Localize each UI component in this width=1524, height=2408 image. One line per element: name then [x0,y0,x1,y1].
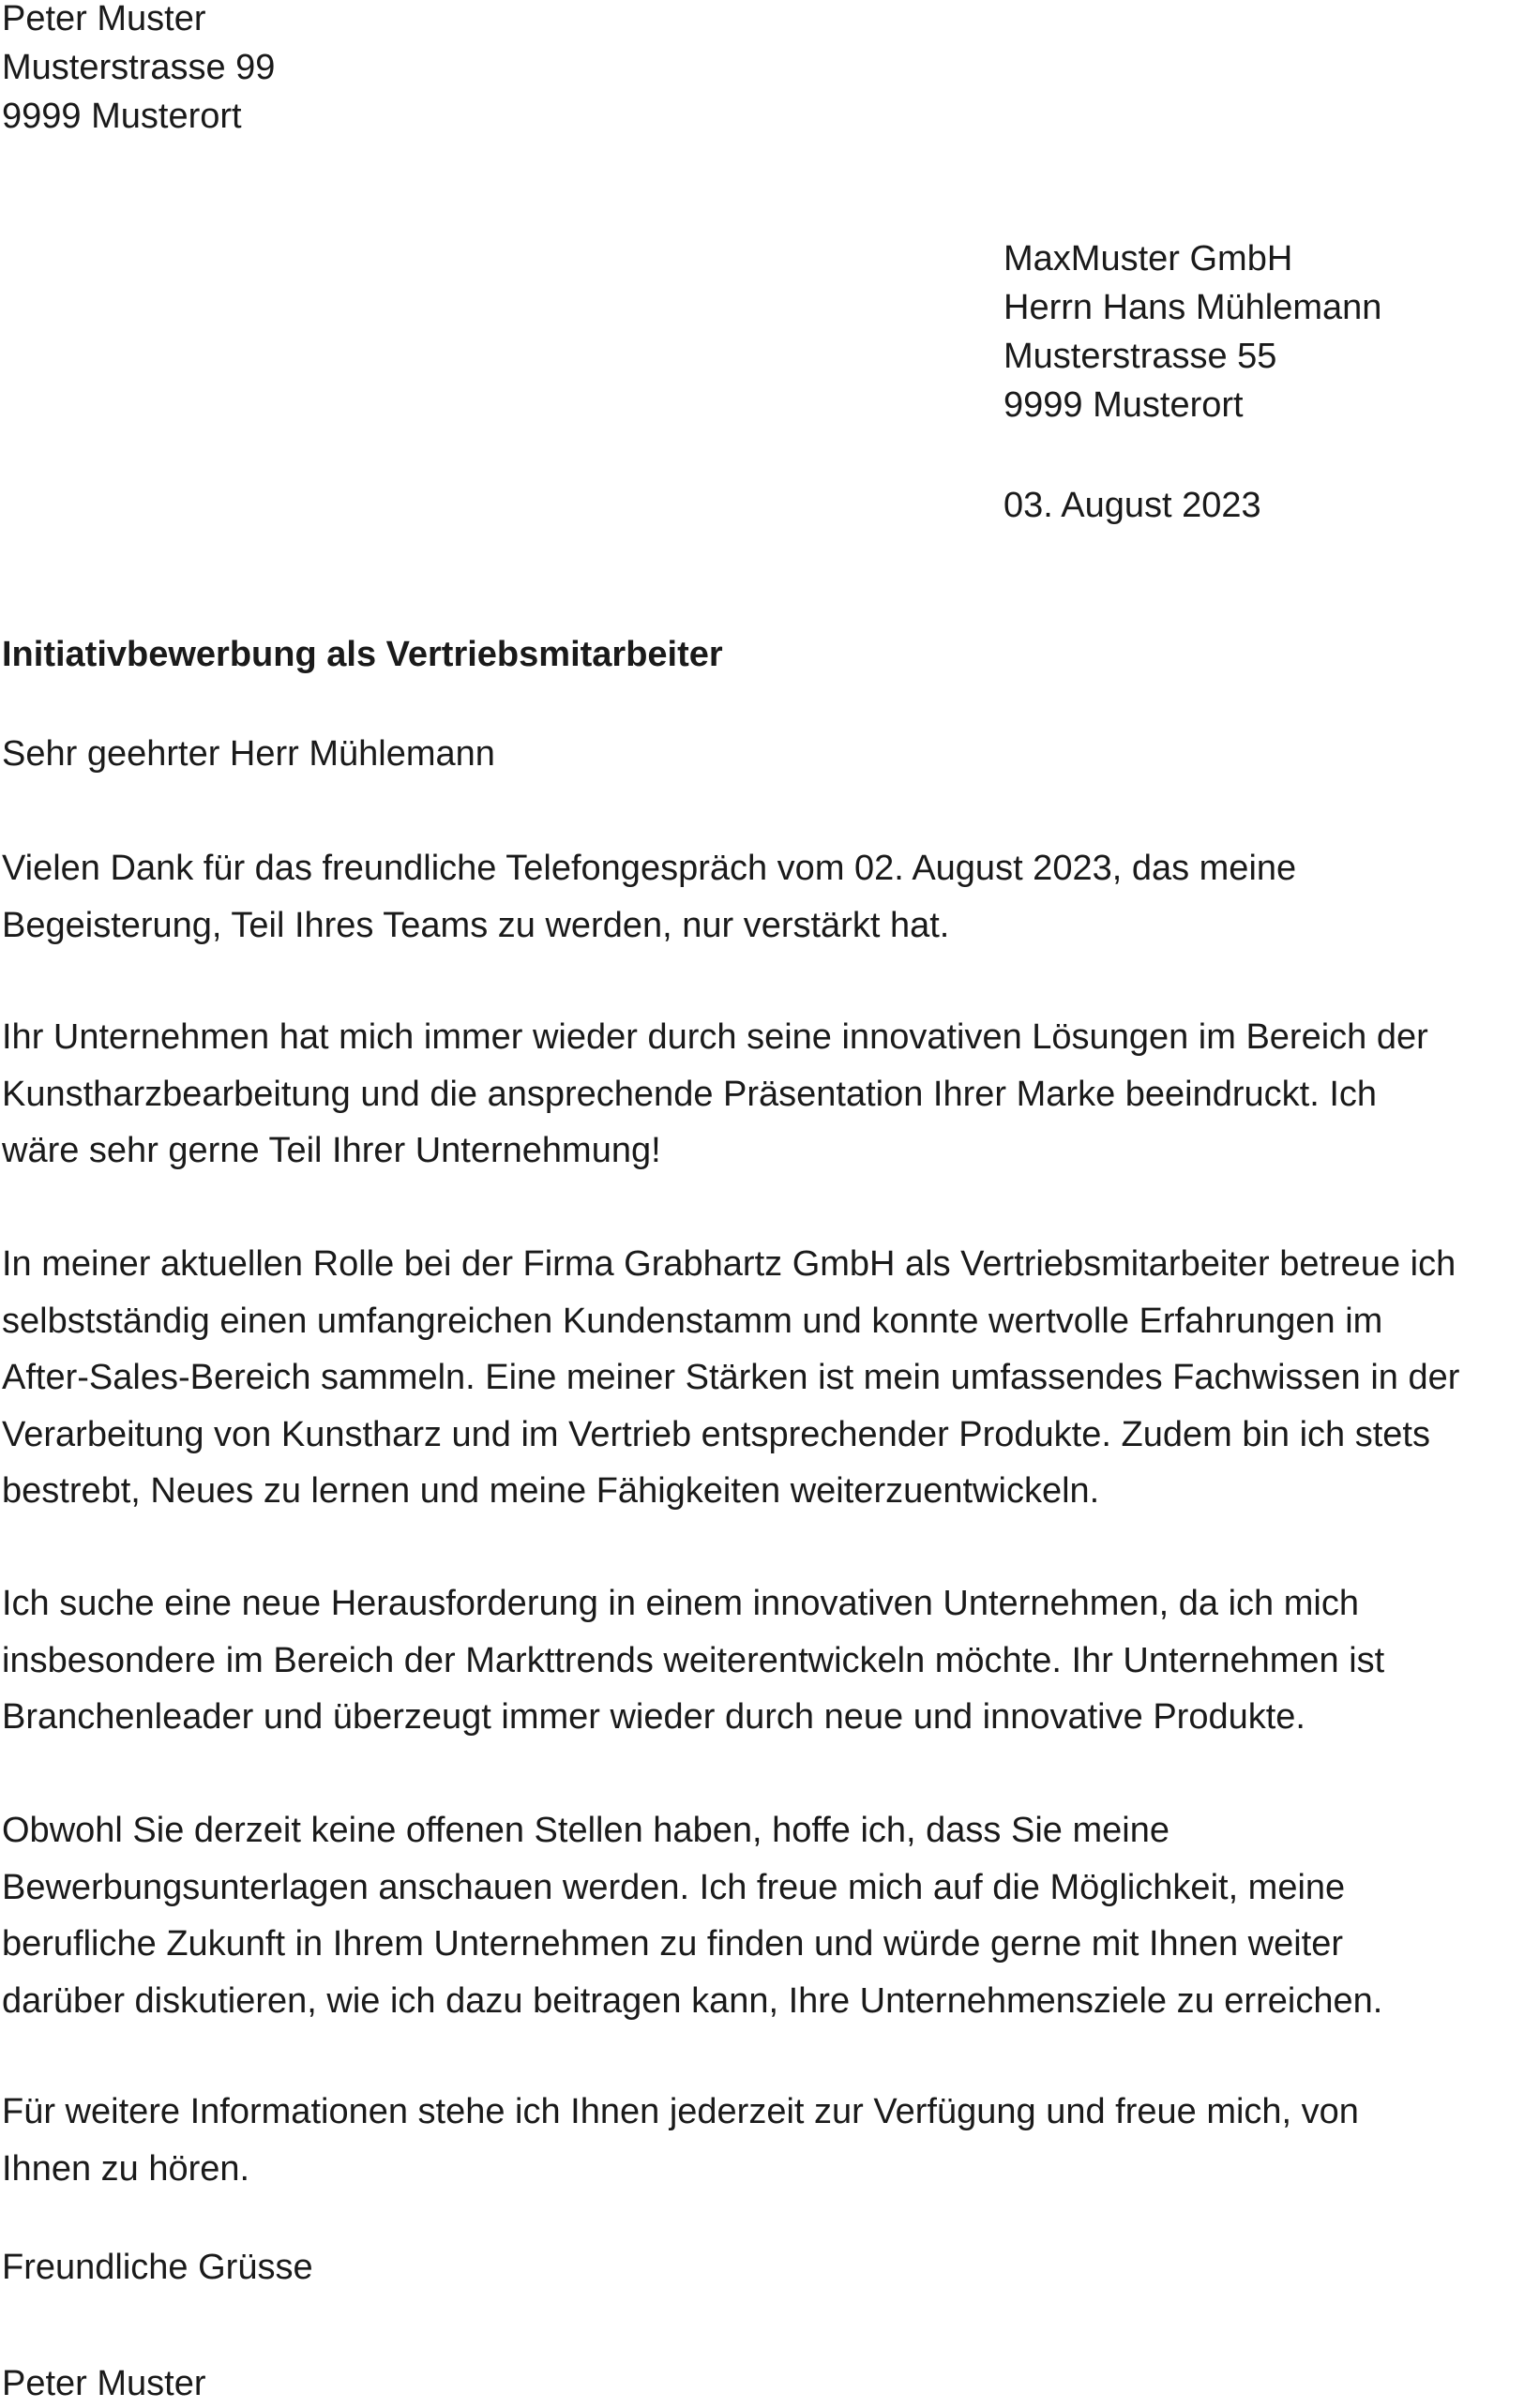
paragraph-line: Branchenleader und überzeugt immer wieder durch neue und innovative Produkte. [2,1697,1305,1737]
letter-subject: Initiativbewerbung als Vertriebsmitarbeiter [2,635,723,674]
letter-date: 03. August 2023 [1003,486,1261,525]
signature-name: Peter Muster [2,2364,206,2403]
paragraph-3 [2,1236,1521,1520]
paragraph-line: Bewerbungsunterlagen anschauen werden. Ich freue mich auf die Möglichkeit, meine [2,1867,1346,1907]
sender-address [2,0,275,141]
sender-city: 9999 Musterort [2,97,242,136]
paragraph-line: Begeisterung, Teil Ihres Teams zu werden, nur verstärkt hat. [2,905,950,945]
recipient-street: Musterstrasse 55 [1003,337,1277,376]
paragraph-line: insbesondere im Bereich der Markttrends weiterentwickeln möchte. Ihr Unternehmen ist [2,1640,1385,1680]
paragraph-line: In meiner aktuellen Rolle bei der Firma Grabhartz GmbH als Vertriebsmitarbeiter betreue ich [2,1244,1456,1284]
paragraph-line: Obwohl Sie derzeit keine offenen Stellen haben, hoffe ich, dass Sie meine [2,1811,1169,1850]
paragraph-line: Vielen Dank für das freundliche Telefongespräch vom 02. August 2023, das meine [2,849,1297,888]
paragraph-5 [2,1802,1521,2029]
paragraph-line: Ich suche eine neue Herausforderung in einem innovativen Unternehmen, da ich mich [2,1584,1359,1623]
sender-name: Peter Muster [2,0,206,38]
paragraph-line: Ihnen zu hören. [2,2148,250,2189]
paragraph-line: Für weitere Informationen stehe ich Ihnen jederzeit zur Verfügung und freue mich, von [2,2092,1359,2131]
paragraph-2 [2,1009,1521,1180]
recipient-person: Herrn Hans Mühlemann [1003,288,1382,327]
paragraph-line: darüber diskutieren, wie ich dazu beitragen kann, Ihre Unternehmensziele zu erreichen. [2,1980,1383,2021]
paragraph-line: wäre sehr gerne Teil Ihrer Unternehmung! [2,1131,661,1170]
paragraph-line: After-Sales-Bereich sammeln. Eine meiner Stärken ist mein umfassendes Fachwissen in der [2,1358,1460,1397]
paragraph-line: selbstständig einen umfangreichen Kundenstamm und konnte wertvolle Erfahrungen im [2,1301,1383,1341]
paragraph-line: Kunstharzbearbeitung und die ansprechende Präsentation Ihrer Marke beeindruckt. Ich [2,1074,1378,1114]
paragraph-6 [2,2084,1521,2197]
closing-phrase: Freundliche Grüsse [2,2248,313,2287]
recipient-address [1003,234,1381,429]
recipient-city: 9999 Musterort [1003,385,1244,425]
sender-street: Musterstrasse 99 [2,48,276,87]
paragraph-1 [2,840,1521,954]
paragraph-line: berufliche Zukunft in Ihrem Unternehmen zu finden und würde gerne mit Ihnen weiter [2,1924,1344,1964]
paragraph-line: bestrebt, Neues zu lernen und meine Fähigkeiten weiterzuentwickeln. [2,1471,1100,1511]
salutation: Sehr geehrter Herr Mühlemann [2,734,495,774]
paragraph-4 [2,1575,1521,1746]
paragraph-line: Verarbeitung von Kunstharz und im Vertrieb entsprechender Produkte. Zudem bin ich stets [2,1414,1430,1454]
paragraph-line: Ihr Unternehmen hat mich immer wieder durch seine innovativen Lösungen im Bereich der [2,1017,1428,1057]
recipient-company: MaxMuster GmbH [1003,239,1293,278]
